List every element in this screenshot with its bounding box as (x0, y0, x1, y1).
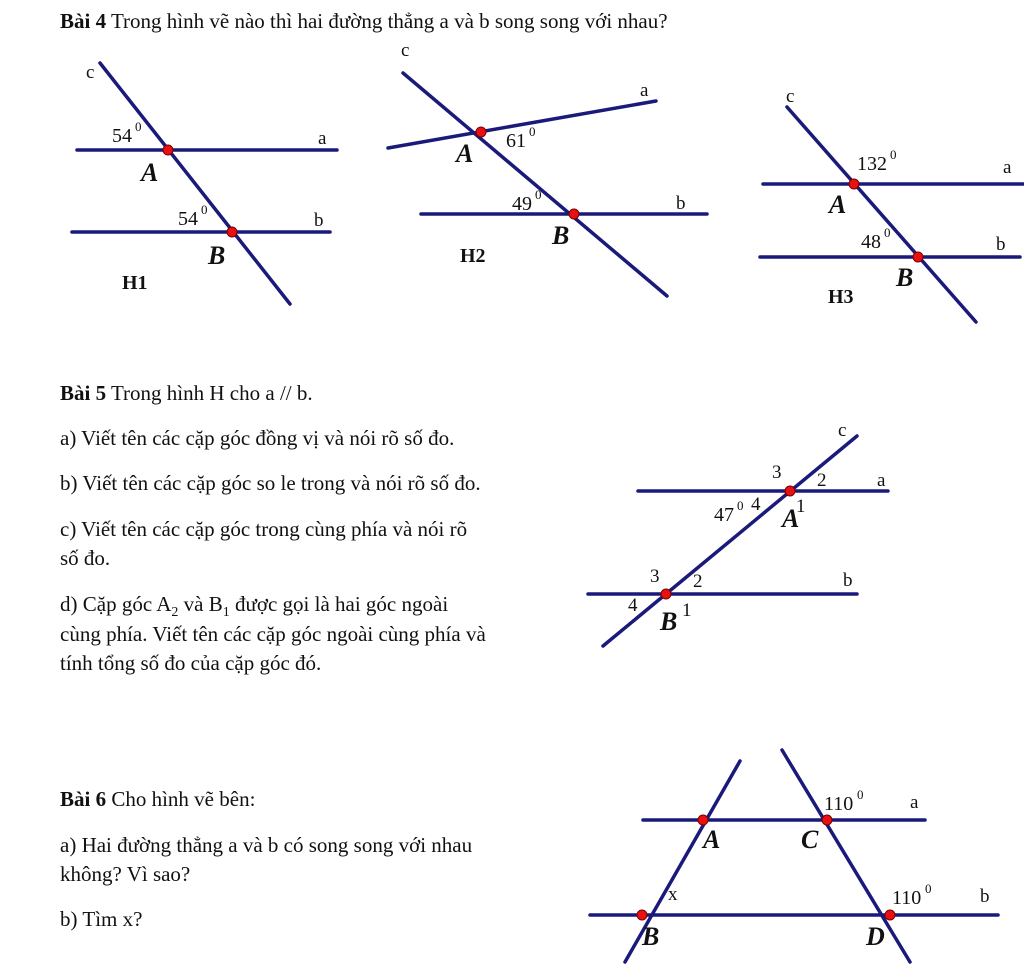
h1-line-c (100, 63, 290, 304)
bai5-d1-sub1: 2 (171, 605, 179, 621)
bai5-d1-mid: và B (178, 592, 223, 616)
h3-label-c: c (786, 86, 795, 107)
bai6-point-c (822, 815, 832, 825)
figure-bai5 (588, 420, 888, 646)
bai4-label: Bài 4 (60, 9, 107, 33)
h3-angle-b-deg: 0 (884, 225, 891, 240)
h1-point-a (163, 145, 173, 155)
bai5-label-c: c (838, 420, 847, 441)
bai6-unknown-x: x (668, 884, 678, 905)
bai5-label: Bài 5 (60, 381, 107, 405)
bai5-a1: 1 (796, 496, 806, 517)
h2-point-a (476, 127, 486, 137)
bai5-intro-text: Trong hình H cho a // b. (110, 381, 313, 405)
bai5-a3: 3 (772, 462, 782, 483)
bai5-a: a) Viết tên các cặp góc đồng vị và nói rõ số đo. (60, 426, 455, 450)
bai6-angle-d: 110 (892, 887, 922, 909)
figure-bai6 (590, 750, 998, 962)
h3-name: H3 (828, 286, 854, 308)
bai5-angle-deg: 0 (737, 498, 744, 513)
bai5-b4: 4 (628, 595, 638, 616)
bai5-c2: số đo. (60, 546, 111, 570)
bai6-point-d (885, 910, 895, 920)
figure-h3 (760, 86, 1024, 322)
h2-point-b (569, 209, 579, 219)
bai5-b2: 2 (693, 571, 703, 592)
figure-h2 (388, 40, 707, 296)
bai5-label-a: a (877, 470, 886, 491)
bai6-point-b-label: B (642, 922, 660, 951)
h3-point-a (849, 179, 859, 189)
bai6-point-d-label: D (866, 922, 885, 951)
bai5-b3: 3 (650, 566, 660, 587)
h3-label-b: b (996, 234, 1006, 255)
h1-angle-b-deg: 0 (201, 202, 208, 217)
bai6-a1: a) Hai đường thẳng a và b có song song với nhau (60, 833, 473, 857)
bai6-angle-c-deg: 0 (857, 787, 864, 802)
h1-angle-a-deg: 0 (135, 119, 142, 134)
bai5-a4: 4 (751, 494, 761, 515)
h1-point-b (227, 227, 237, 237)
bai4-text: Trong hình vẽ nào thì hai đường thẳng a và b song song với nhau? (110, 9, 668, 33)
bai6-a2: không? Vì sao? (60, 862, 191, 886)
h3-point-a-label: A (829, 190, 847, 219)
bai6-label-a: a (910, 792, 919, 813)
bai6-point-c-label: C (801, 825, 819, 854)
h3-point-b (913, 252, 923, 262)
h2-angle-a-deg: 0 (529, 124, 536, 139)
h2-label-c: c (401, 40, 410, 61)
bai6-point-a (698, 815, 708, 825)
h2-angle-a: 61 (506, 130, 526, 152)
h3-label-a: a (1003, 157, 1012, 178)
h1-name: H1 (122, 272, 148, 294)
bai6-b: b) Tìm x? (60, 907, 143, 931)
bai5-line-c (603, 436, 857, 646)
h1-label-c: c (86, 62, 95, 83)
bai5-point-a (785, 486, 795, 496)
h2-point-a-label: A (456, 139, 474, 168)
bai5-point-b (661, 589, 671, 599)
bai6-label-b: b (980, 886, 990, 907)
bai5-point-a-label: A (782, 504, 800, 533)
bai5-d1-sub2: 1 (222, 605, 230, 621)
bai5-c1: c) Viết tên các cặp góc trong cùng phía và nói rõ (60, 517, 468, 541)
bai5-a2: 2 (817, 470, 827, 491)
bai6-point-a-label: A (703, 825, 721, 854)
bai6-intro-text: Cho hình vẽ bên: (111, 787, 256, 811)
bai6-label: Bài 6 (60, 787, 107, 811)
bai5-b1: 1 (682, 600, 692, 621)
h3-line-c (787, 107, 976, 322)
bai6-angle-c: 110 (824, 793, 854, 815)
h2-point-b-label: B (552, 221, 570, 250)
bai5-d2: cùng phía. Viết tên các cặp góc ngoài cùng phía và (60, 622, 486, 646)
h3-angle-a-deg: 0 (890, 147, 897, 162)
bai6-line-cd (782, 750, 910, 962)
h1-point-b-label: B (208, 241, 226, 270)
h2-name: H2 (460, 245, 486, 267)
h1-point-a-label: A (141, 158, 159, 187)
h3-angle-b: 48 (861, 231, 881, 253)
bai6-point-b (637, 910, 647, 920)
figure-h1 (72, 62, 337, 304)
bai5-d3: tính tổng số đo của cặp góc đó. (60, 651, 322, 675)
bai5-angle: 47 (714, 504, 734, 526)
h2-label-b: b (676, 193, 686, 214)
h3-point-b-label: B (896, 263, 914, 292)
h1-label-b: b (314, 210, 324, 231)
h2-angle-b-deg: 0 (535, 187, 542, 202)
h2-angle-b: 49 (512, 193, 532, 215)
bai5-point-b-label: B (660, 607, 678, 636)
bai6-angle-d-deg: 0 (925, 881, 932, 896)
h1-label-a: a (318, 128, 327, 149)
bai5-d1-pre: d) Cặp góc A (60, 592, 172, 616)
bai5-d1-post: được gọi là hai góc ngoài (229, 592, 449, 616)
bai5-label-b: b (843, 570, 853, 591)
bai5-b: b) Viết tên các cặp góc so le trong và nói rõ số đo. (60, 471, 481, 495)
h2-label-a: a (640, 80, 649, 101)
h3-angle-a: 132 (857, 153, 887, 175)
h1-angle-a: 54 (112, 125, 132, 147)
h1-angle-b: 54 (178, 208, 198, 230)
